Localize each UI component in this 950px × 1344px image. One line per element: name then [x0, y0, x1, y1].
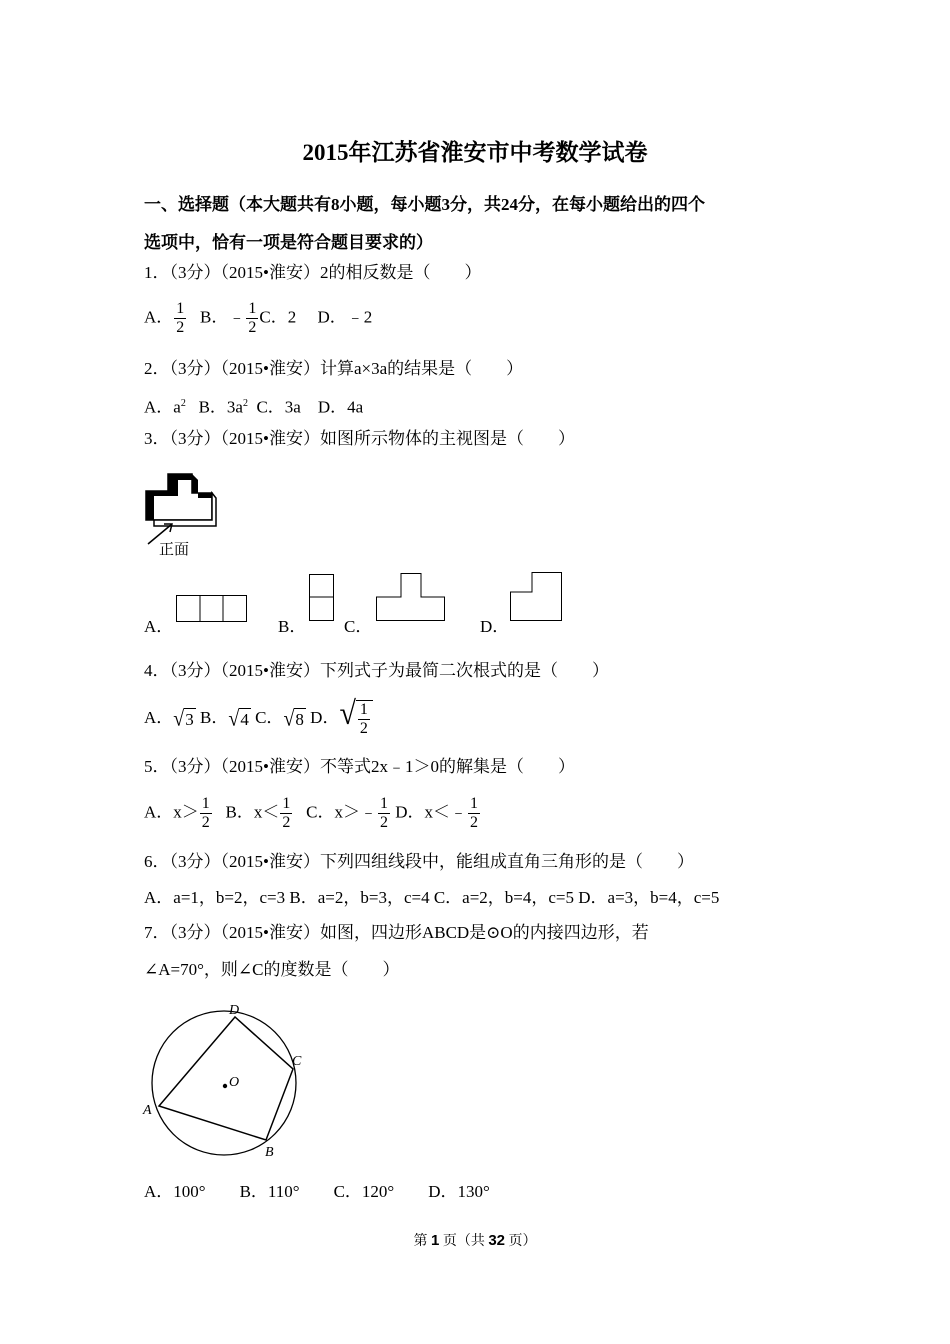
q3-option-c-figure	[376, 573, 446, 622]
q4-option-c-sqrt: √8	[283, 706, 304, 731]
question-2-options	[144, 393, 363, 419]
q7-label-a: A	[143, 1103, 152, 1118]
q1-option-cd: C．2 D．﹣2	[259, 307, 373, 327]
q1-option-b-fraction: $\frac{1}{2}$	[248, 300, 257, 336]
question-2-stem: 2．（3分）（2015•淮安）计算a×3a的结果是（ ）	[144, 359, 524, 378]
question-5-options	[144, 795, 481, 832]
question-7-stem-line2: ∠A=70°，则∠C的度数是（ ）	[144, 960, 400, 979]
q3-option-d-figure	[510, 572, 563, 622]
q4-option-a-label: A．	[144, 707, 174, 727]
q5-option-b-fraction: $\frac{1}{2}$	[282, 795, 291, 831]
q3-option-a-figure	[176, 595, 248, 623]
question-6-stem: 6．（3分）（2015•淮安）下列四组线段中，能组成直角三角形的是（ ）	[144, 852, 694, 871]
q3-option-c-label: C．	[344, 617, 373, 636]
q5-option-c-fraction: $\frac{1}{2}$	[379, 795, 388, 831]
page-title: 2015年江苏省淮安市中考数学试卷	[302, 140, 648, 165]
q2-option-a: A．a	[144, 397, 181, 417]
q3-option-d-label: D．	[480, 617, 510, 636]
q3-front-label: 正面	[159, 540, 190, 558]
question-4-stem: 4．（3分）（2015•淮安）下列式子为最简二次根式的是（ ）	[144, 661, 609, 680]
q5-option-c-label: C．x＞﹣	[306, 802, 377, 822]
q4-option-c-label: C．	[255, 707, 284, 727]
section-heading-line1: 一、选择题（本大题共有8小题，每小题3分，共24分，在每小题给出的四个	[144, 195, 705, 214]
question-1-options	[144, 300, 372, 337]
q7-label-b: B	[265, 1145, 274, 1160]
q4-option-d-label: D．	[310, 707, 340, 727]
q7-label-c: C	[292, 1054, 302, 1069]
q3-option-b-figure	[309, 574, 335, 622]
q1-option-b-label: B．﹣	[200, 307, 246, 327]
q2-option-b: B．3a	[198, 397, 243, 417]
q4-option-b-sqrt: √4	[228, 706, 249, 731]
q5-option-a-fraction: $\frac{1}{2}$	[201, 795, 210, 831]
q3-option-b-label: B．	[278, 617, 307, 636]
q5-option-a-label: A．x＞	[144, 802, 199, 822]
q2-option-a-exponent: 2	[180, 398, 186, 409]
section-heading-line2: 选项中，恰有一项是符合题目要求的）	[144, 233, 433, 252]
q7-label-d: D	[229, 1003, 240, 1018]
q1-option-a-label: A．	[144, 307, 174, 327]
question-1-stem: 1．（3分）（2015•淮安）2的相反数是（ ）	[144, 263, 482, 282]
question-5-stem: 5．（3分）（2015•淮安）不等式2x﹣1＞0的解集是（ ）	[144, 757, 575, 776]
q7-circle-figure	[140, 1000, 310, 1162]
question-3-stem: 3．（3分）（2015•淮安）如图所示物体的主视图是（ ）	[144, 429, 575, 448]
question-7-stem-line1: 7．（3分）（2015•淮安）如图，四边形ABCD是⊙O的内接四边形，若	[144, 923, 649, 942]
q4-option-a-sqrt: √3	[173, 706, 194, 731]
q2-option-cd: C．3a D．4a	[256, 397, 364, 417]
q5-option-b-label: B．x＜	[225, 802, 280, 822]
q3-option-a-label: A．	[144, 617, 174, 636]
q2-option-b-exponent: 2	[242, 398, 248, 409]
q1-option-a-fraction: $\frac{1}{2}$	[176, 300, 185, 336]
q4-option-b-label: B．	[200, 707, 229, 727]
q7-label-o: O	[229, 1075, 240, 1090]
page-footer: 第 1 页（共 32 页）	[413, 1232, 537, 1249]
q5-option-d-label: D．x＜﹣	[395, 802, 467, 822]
question-6-options: A．a=1，b=2，c=3 B．a=2，b=3，c=4 C．a=2，b=4，c=5 D．a=3，b=4，c=5	[144, 888, 720, 907]
q5-option-d-fraction: $\frac{1}{2}$	[470, 795, 478, 831]
question-7-options: A．100° B．110° C．120° D．130°	[144, 1182, 490, 1201]
q4-option-d-sqrt: √ $\frac{1}{2}$	[339, 700, 372, 738]
question-4-options	[144, 695, 373, 738]
